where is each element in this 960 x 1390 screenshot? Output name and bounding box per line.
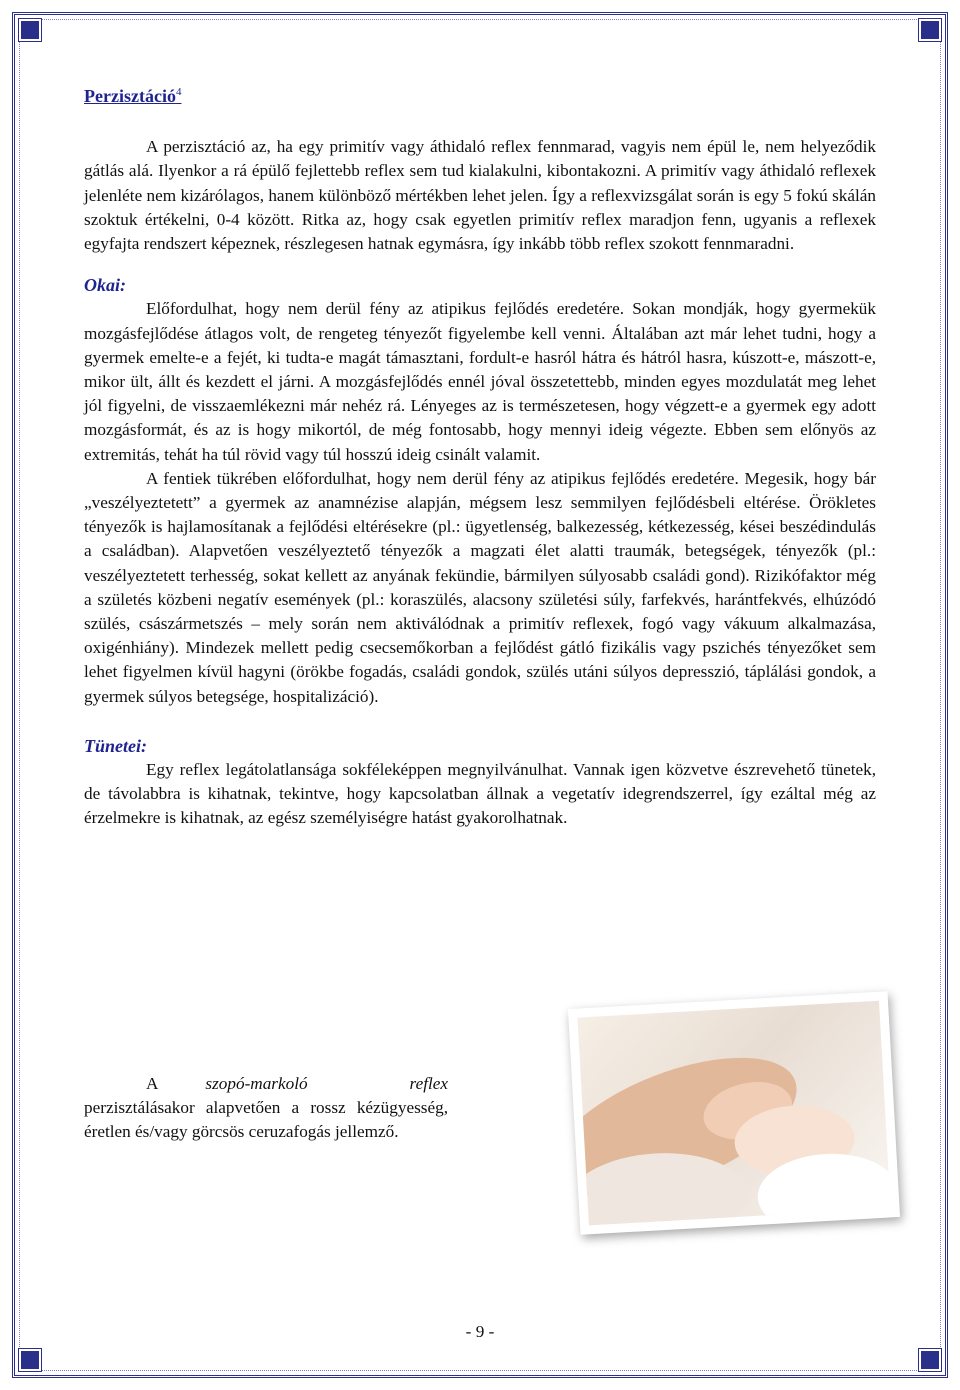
baby-hand-photo [568, 991, 900, 1235]
tunetei-paragraph: Egy reflex legátolatlansága sokféleképpen megnyilvánulhat. Vannak igen közvetve észrevehető tünetek, de távolabbra is kihatnak, tekintve, hogy kapcsolatban állnak a vegetatív idegrendszerrel, így ezáltal még az érzelmekre is kihatnak, az egész személyiségre hatást gyakorolhatnak. [84, 760, 876, 828]
intro-paragraph: A perzisztáció az, ha egy primitív vagy áthidaló reflex fennmarad, vagyis nem épül le, nem helyeződik gátlás alá. Ilyenkor a rá épülő fejlettebb reflex sem tud kialakulni, kibontakozni. A primitív vagy áthidaló reflexek jelenléte nem kizárólagos, hanem különböző mértékben lehet jelen. Így a reflexvizsgálat során is egy 5 fokú skálán szoktuk értékelni, 0-4 között. Ritka az, hogy csak egyetlen primitív reflex maradjon fenn, ugyanis a reflexek egyfajta rendszert képeznek, részlegesen hatnak egymásra, így inkább több reflex szokott fennmaradni. [84, 137, 876, 254]
caption-text: perzisztálásakor alapvetően a rossz kézügyesség, éretlen és/vagy görcsös ceruzafogás jellemző. [84, 1098, 448, 1142]
section-title-text: Perzisztáció [84, 86, 176, 106]
document-body [84, 80, 876, 831]
okai-heading: Okai: [84, 275, 126, 296]
corner-ornament [919, 19, 941, 41]
caption-italic-term: szopó-markoló [205, 1074, 308, 1093]
okai-paragraph-2: A fentiek tükrében előfordulhat, hogy nem derül fény az atipikus fejlődés eredetére. Megesik, hogy bár „veszélyeztetett” a gyermek az anamnézise alapján, mégsem lesz semmilyen fejlődésbeli eltérése. Örökletes tényezők is hajlamosítanak a fejlődési eltérésekre (pl.: ügyetlenség, balkezesség, kétkezesség, kései beszédindulás a családban). Alapvetően veszélyeztető tényezők a magzati élet alatti traumák, betegségek, tényezők (pl.: veszélyeztetett terhesség, sokat kellett az anyának fekündie, bármilyen súlyosabb családi gond). Rizikófaktor még a születés közbeni negatív események (pl.: koraszülés, alacsony születési súly, farfekvés, harántfekvés, elhúzódó szülés, császármetszés – mely során nem aktiválódnak a primitív reflexek, fogó vagy vákuum alkalmazása, oxigénhiány). Mindezek mellett pedig csecsemőkorban a fejlődést gátló fizikális vagy pszichés tényezőket sem lehet figyelmen kívül hagyni (örökbe fogadás, családi gondok, szülés utáni súlyos depresszió, táplálási gondok, a gyermek súlyos betegsége, hospitalizáció). [84, 468, 876, 706]
tunetei-heading: Tünetei: [84, 735, 147, 756]
corner-ornament [19, 19, 41, 41]
section-title [84, 80, 876, 108]
corner-ornament [19, 1349, 41, 1371]
corner-ornament [919, 1349, 941, 1371]
caption-italic-term: reflex [409, 1074, 449, 1093]
caption-text [308, 1074, 356, 1093]
figure-section [84, 1000, 894, 1230]
caption-text: A [146, 1074, 206, 1093]
okai-paragraph-1: Előfordulhat, hogy nem derül fény az atipikus fejlődés eredetére. Sokan mondják, hogy gyermekük mozgásfejlődése átlagos volt, de rengeteg tényezőt figyelembe kell venni. Általában azt már lehet tudni, hogy a gyermek emelte-e a fejét, ki tudta-e magát támasztani, fordult-e hasról hátra és hátról hasra, kúszott-e, mászott-e, mikor ült, állt és kezdett el járni. A mozgásfejlődés ennél jóval összetettebb, minden egyes mozdulatát meg lehet jól figyelni, de visszaemlékezni már nehéz rá. Lényeges az is természetesen, hogy végzett-e a gyermek egy adott mozgásformát, és az is hogy mikortól, de még fontosabb, hogy mennyi ideig végezte. Ebben sem előnyös az extremitás, tehát ha túl rövid vagy túl hosszú ideig csinált valamit. [84, 299, 876, 464]
footnote-marker: 4 [175, 86, 182, 98]
photo-image [577, 1001, 890, 1226]
page-number: - 9 - [465, 1322, 495, 1341]
figure-caption [84, 1072, 448, 1145]
